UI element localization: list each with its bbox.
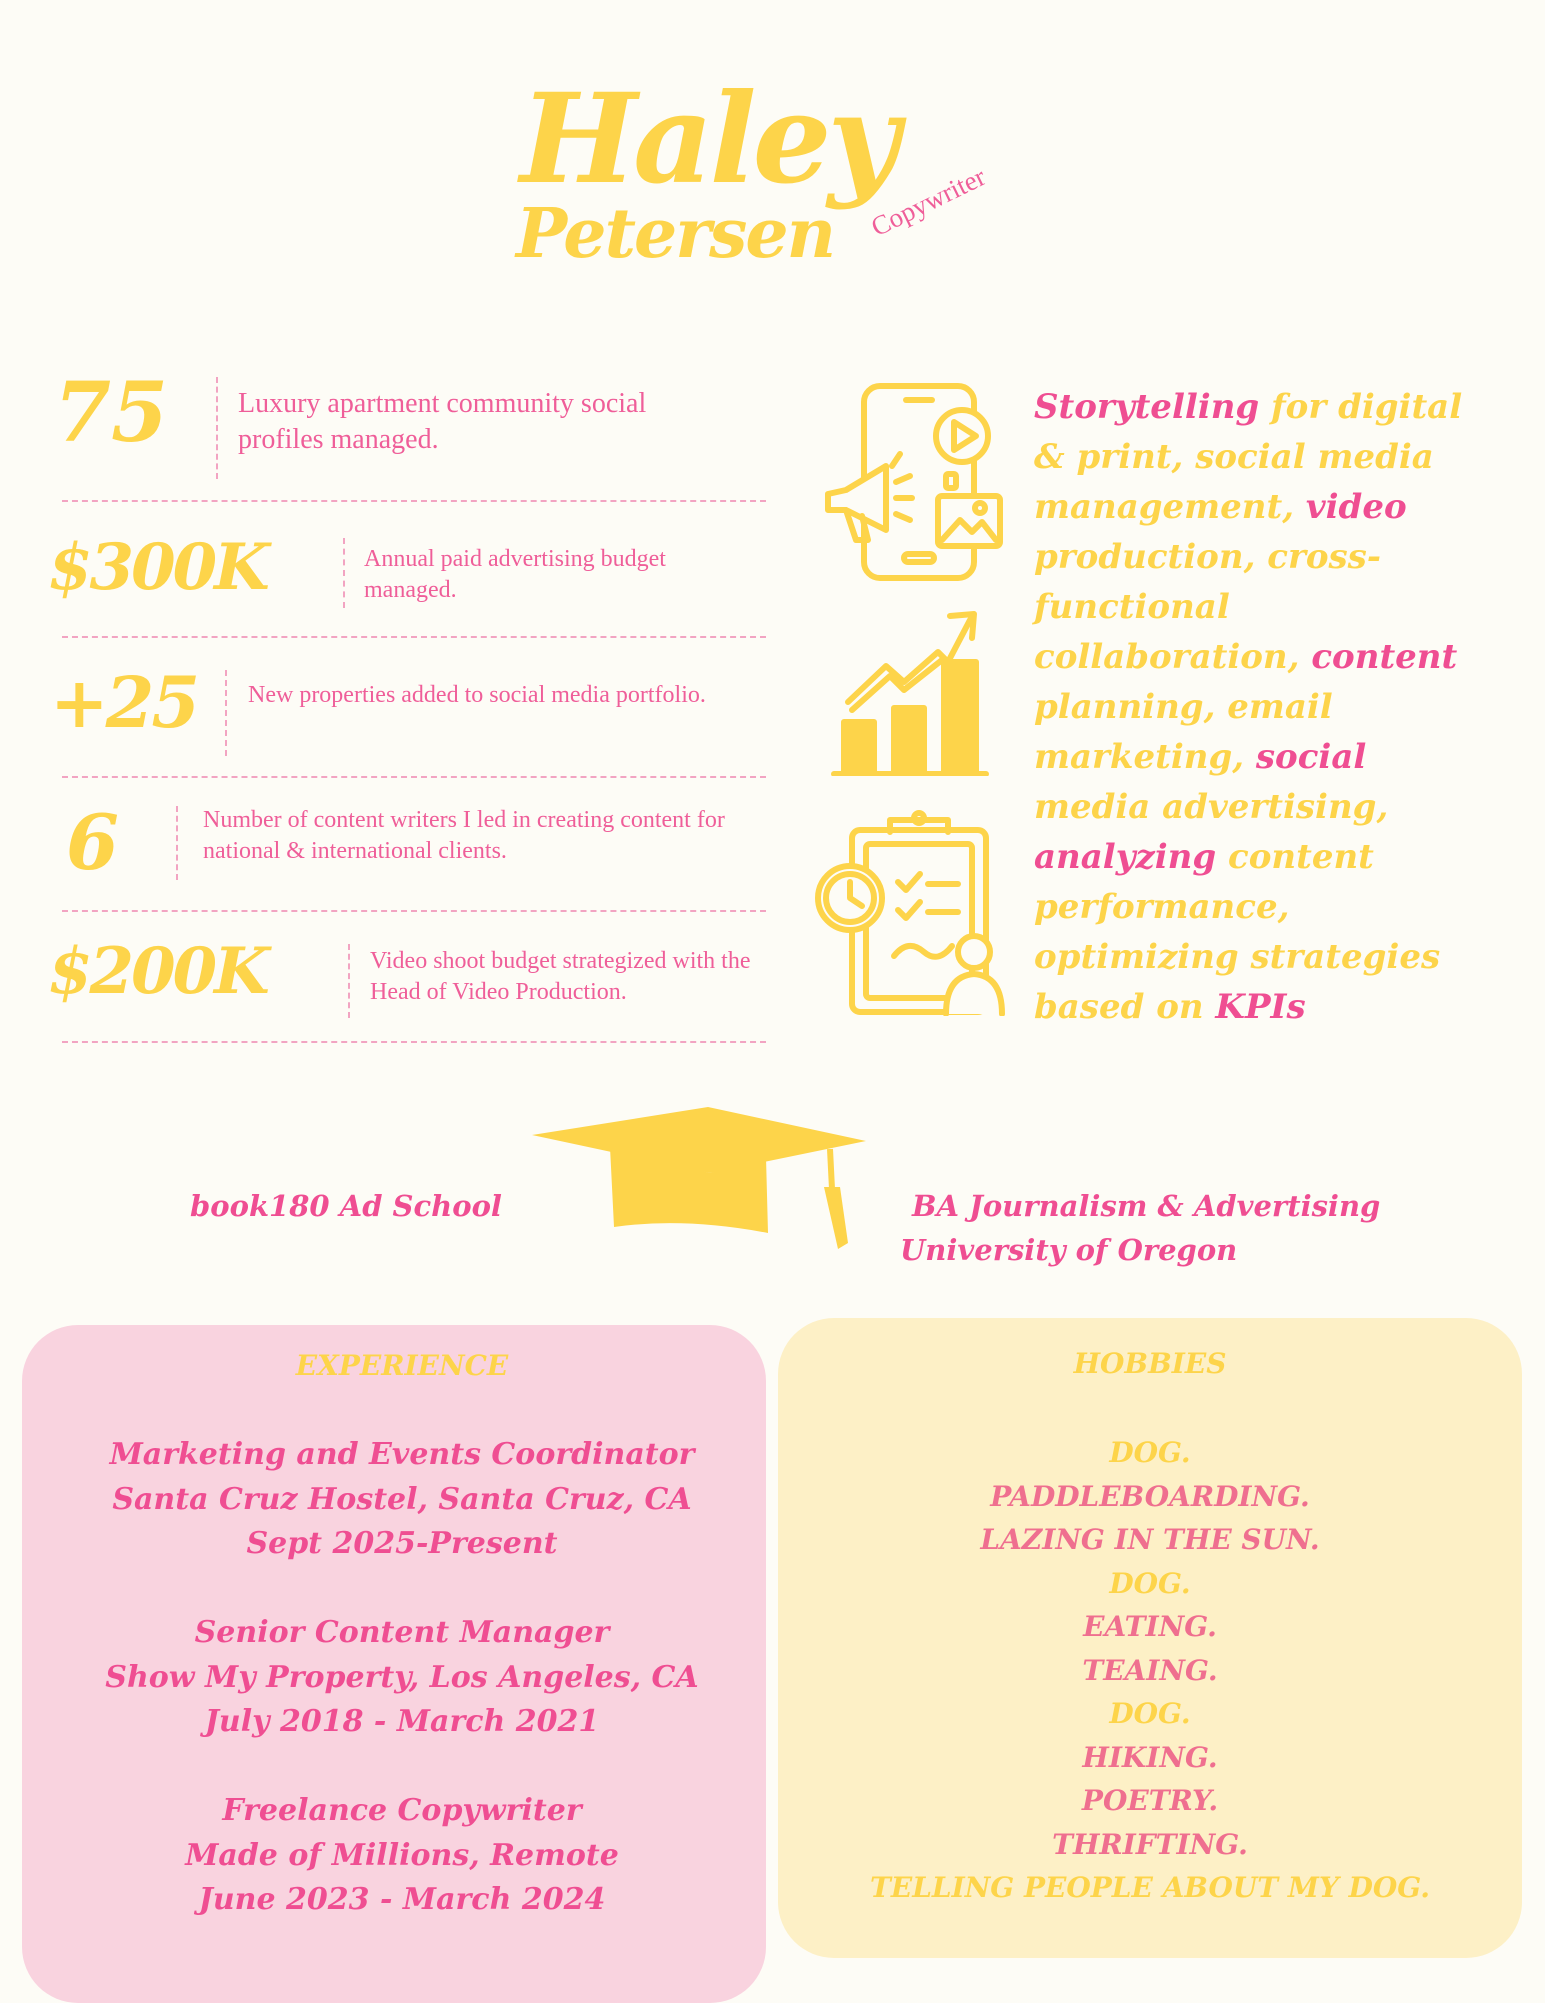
first-name: Haley [520, 67, 896, 212]
hobby-item: HIKING. [1082, 1740, 1218, 1774]
skill-highlight: content [1311, 637, 1458, 677]
divider [216, 377, 218, 479]
divider [348, 944, 350, 1018]
skill-text: production, cross-functional collaboration, [1034, 537, 1381, 677]
last-name: Petersen [516, 194, 835, 274]
hobby-item: TELLING PEOPLE ABOUT MY DOG. [870, 1871, 1430, 1904]
stat-number: 6 [66, 798, 119, 887]
job-role: Marketing and Events Coordinator [109, 1437, 695, 1472]
phone-media-icon [824, 382, 1006, 584]
divider [62, 636, 766, 638]
job-company: Santa Cruz Hostel, Santa Cruz, CA [112, 1481, 692, 1517]
growth-chart-icon [830, 610, 990, 776]
hobby-item: TEAING. [1082, 1653, 1218, 1687]
education-school: book180 Ad School [190, 1189, 502, 1223]
stat-number: 75 [54, 365, 169, 461]
stat-number: +25 [50, 661, 198, 744]
divider [225, 670, 227, 756]
education-degree [900, 1184, 1380, 1272]
divider [62, 910, 766, 912]
divider [62, 1041, 766, 1043]
skill-highlight: KPIs [1215, 987, 1306, 1027]
hobby-item: DOG. [1109, 1697, 1191, 1730]
skill-highlight: social [1255, 737, 1367, 777]
skill-text: media advertising, [1034, 787, 1389, 827]
divider [62, 776, 766, 778]
skill-text: planning, email marketing, [1034, 687, 1333, 777]
experience-item [22, 1611, 782, 1745]
education-degree-title: BA Journalism & Advertising [912, 1189, 1381, 1223]
hobby-item: LAZING IN THE SUN. [980, 1523, 1320, 1556]
divider [176, 806, 178, 880]
graduation-cap-icon [530, 1105, 870, 1251]
job-company: Made of Millions, Remote [185, 1837, 619, 1873]
job-dates: July 2018 - March 2021 [204, 1704, 600, 1739]
experience-item [22, 1789, 782, 1923]
skill-text: content performance, optimizing strategies based on [1034, 837, 1441, 1027]
hobby-item: THRIFTING. [1052, 1827, 1248, 1861]
stat-number: $300K [48, 530, 267, 605]
hobbies-title: HOBBIES [1073, 1347, 1227, 1380]
stat-number: $200K [48, 934, 267, 1009]
job-role: Senior Content Manager [194, 1615, 610, 1650]
job-dates: June 2023 - March 2024 [198, 1882, 606, 1917]
job-company: Show My Property, Los Angeles, CA [105, 1659, 699, 1695]
hobby-item: PADDLEBOARDING. [990, 1479, 1310, 1513]
skills-summary [1034, 382, 1494, 1032]
skill-highlight: Storytelling [1034, 387, 1260, 427]
skill-highlight: analyzing [1034, 837, 1217, 877]
stat-description: Number of content writers I led in creating content for national & international clients. [203, 807, 725, 865]
job-title: Copywriter [866, 161, 991, 243]
stat-description: New properties added to social media portfolio. [248, 682, 706, 708]
skill-text: for digital & print, social media management, [1034, 387, 1463, 527]
stat-description: Annual paid advertising budget managed. [364, 546, 666, 604]
experience-title: EXPERIENCE [295, 1349, 509, 1382]
checklist-clipboard-icon [812, 810, 1012, 1016]
job-dates: Sept 2025-Present [246, 1526, 558, 1561]
hobby-item: EATING. [1083, 1610, 1217, 1643]
hobby-item: POETRY. [1081, 1784, 1219, 1817]
experience-list [22, 1433, 782, 1923]
hobbies-list [778, 1431, 1522, 1910]
skill-highlight: video [1305, 487, 1407, 527]
job-role: Freelance Copywriter [222, 1793, 582, 1828]
hobby-item: DOG. [1109, 1436, 1191, 1469]
divider [343, 538, 345, 608]
education-university: University of Oregon [900, 1233, 1238, 1267]
stat-description: Video shoot budget strategized with the Head of Video Production. [370, 948, 751, 1006]
experience-item [22, 1433, 782, 1567]
stat-description: Luxury apartment community social profiles managed. [238, 388, 647, 456]
hobby-item: DOG. [1109, 1566, 1191, 1600]
divider [62, 500, 766, 502]
